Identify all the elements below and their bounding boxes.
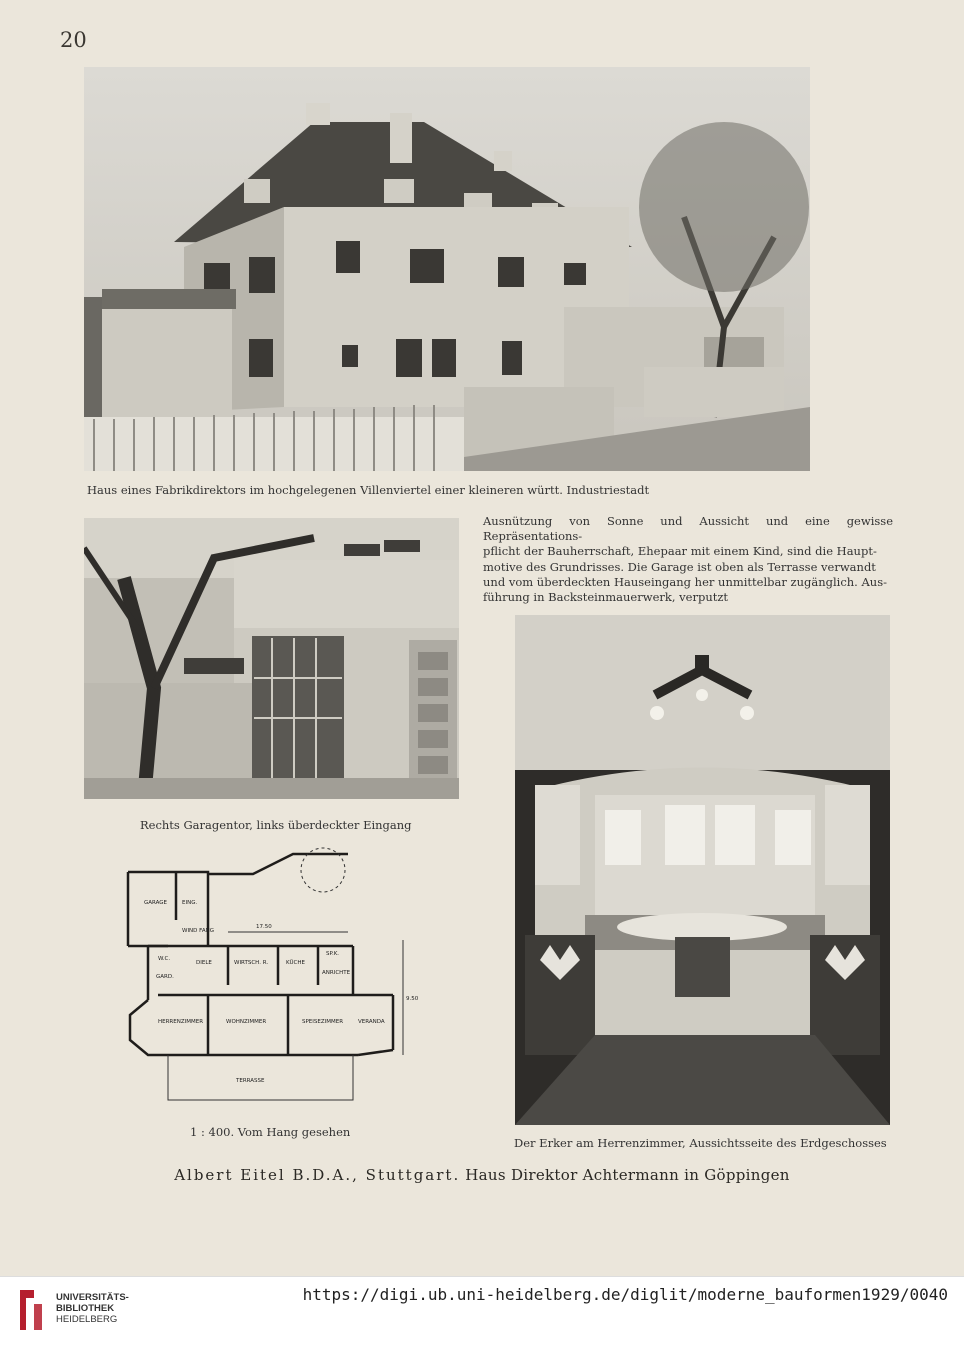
plan-label-speisekammer: SP.K. (326, 951, 340, 957)
plan-caption: 1 : 400. Vom Hang gesehen (190, 1125, 351, 1139)
description-paragraph (483, 514, 893, 605)
description-line: Ausnützung von Sonne und Aussicht und eine gewisse Repräsentations- (483, 514, 893, 544)
plan-label-wc: W.C. (158, 956, 171, 962)
description-line: motive des Grundrisses. Die Garage ist oben als Terrasse verwandt (483, 559, 876, 574)
description-line: führung in Backsteinmauerwerk, verputzt (483, 590, 729, 605)
article-footer-title (0, 1166, 964, 1184)
plan-label-kueche: KÜCHE (286, 960, 305, 966)
plan-label-wirtsch: WIRTSCH. R. (234, 960, 269, 966)
plan-label-eing: EING. (182, 900, 198, 906)
plan-label-terrasse: TERRASSE (236, 1078, 265, 1084)
plan-label-speisezimmer: SPEISEZIMMER (302, 1019, 344, 1025)
garage-photo-caption: Rechts Garagentor, links überdeckter Eingang (140, 818, 412, 832)
plan-dimension-depth: 9.50 (406, 996, 418, 1002)
library-name (56, 1292, 129, 1325)
plan-label-windfang: WIND FANG (182, 928, 214, 934)
plan-label-diele: DIELE (196, 960, 212, 966)
project-title: Haus Direktor Achtermann in Göppingen (465, 1166, 790, 1184)
library-name-line: BIBLIOTHEK (56, 1303, 115, 1314)
plan-label-herrenzimmer: HERRENZIMMER (158, 1019, 204, 1025)
architect-name: Albert Eitel B.D.A., Stuttgart. (174, 1166, 461, 1184)
plan-label-garage: GARAGE (144, 900, 168, 906)
library-name-line: HEIDELBERG (56, 1314, 118, 1325)
exterior-house-photo (84, 67, 810, 471)
plan-label-anrichte: ANRICHTE (322, 970, 351, 976)
top-photo-caption: Haus eines Fabrikdirektors im hochgelegenen Villenviertel einer kleineren württ. Industriestadt (87, 483, 650, 497)
document-url[interactable]: https://digi.ub.uni-heidelberg.de/diglit/moderne_bauformen1929/0040 (302, 1285, 948, 1304)
interior-photo-caption: Der Erker am Herrenzimmer, Aussichtsseite des Erdgeschosses (514, 1136, 887, 1150)
ground-floor-plan (118, 840, 418, 1120)
page-number: 20 (60, 28, 87, 52)
library-name-line: UNIVERSITÄTS- (56, 1292, 129, 1303)
plan-label-wohnzimmer: WOHNZIMMER (226, 1019, 267, 1025)
description-line: pflicht der Bauherrschaft, Ehepaar mit einem Kind, sind die Haupt- (483, 544, 877, 559)
university-library-logo (12, 1288, 48, 1334)
garage-entrance-photo (84, 518, 459, 799)
bay-window-interior-photo (515, 615, 890, 1125)
plan-label-veranda: VERANDA (358, 1019, 385, 1025)
description-line: und vom überdeckten Hauseingang her unmittelbar zugänglich. Aus- (483, 574, 887, 589)
plan-dimension-width: 17.50 (256, 924, 272, 930)
plan-label-gard: GARD. (156, 974, 174, 980)
